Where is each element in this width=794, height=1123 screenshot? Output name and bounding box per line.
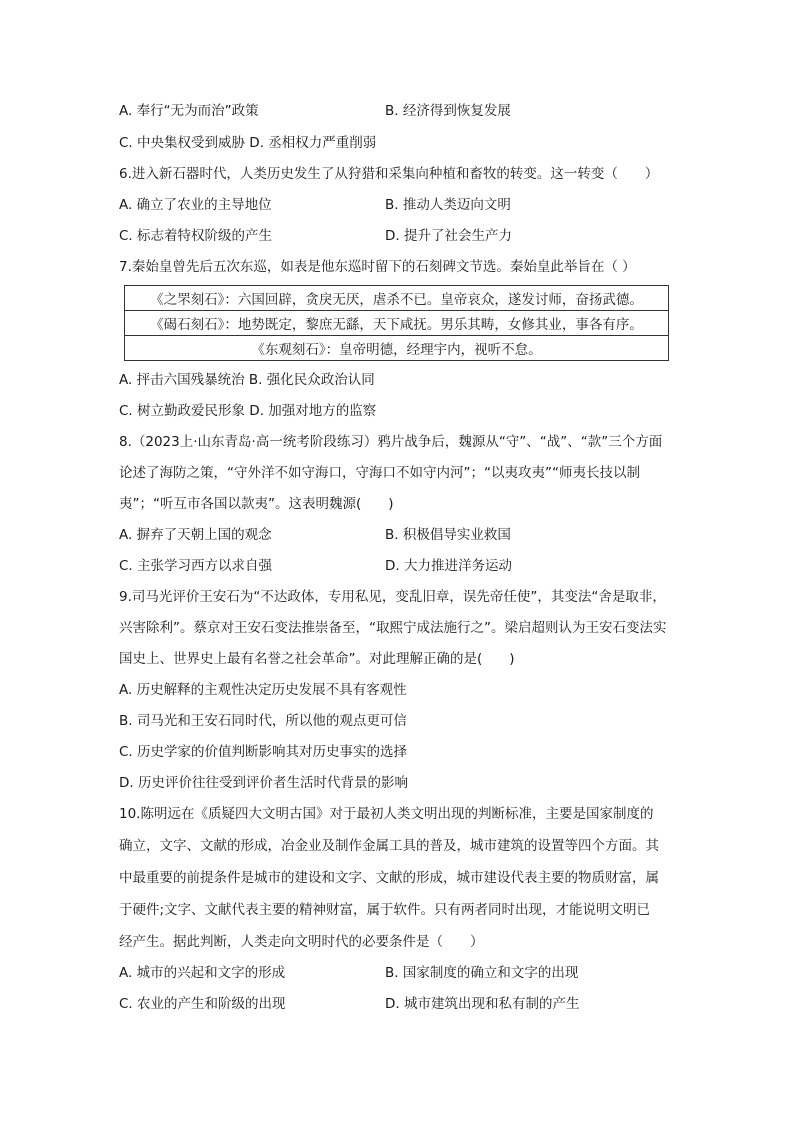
q10-option-a: A. 城市的兴起和文字的形成 — [119, 965, 286, 981]
q8-stem-line-2: 论述了海防之策，“守外洋不如守海口，守海口不如守内河”；“以夷攻夷”“师夷长技以制 — [119, 465, 640, 481]
q10-option-d: D. 城市建筑出现和私有制的产生 — [385, 996, 580, 1012]
q7-option-ab: A. 抨击六国残暴统治 B. 强化民众政治认同 — [119, 372, 375, 388]
q10-stem-line-3: 中最重要的前提条件是城市的建设和文字、文献的形成，城市建设代表主要的物质财富，属 — [119, 870, 659, 886]
q10-stem-line-5: 经产生。据此判断，人类走向文明时代的必要条件是（ ） — [119, 934, 484, 950]
q9-option-c: C. 历史学家的价值判断影响其对历史事实的选择 — [119, 744, 408, 760]
q6-option-d: D. 提升了社会生产力 — [385, 228, 512, 244]
q8-stem-line-3: 夷”；“听互市各国以款夷”。这表明魏源( ) — [119, 496, 394, 512]
q9-option-b: B. 司马光和王安石同时代，所以他的观点更可信 — [119, 713, 407, 729]
q9-option-d: D. 历史评价往往受到评价者生活时代背景的影响 — [119, 775, 408, 791]
q5-option-b: B. 经济得到恢复发展 — [385, 103, 511, 119]
table-row — [125, 336, 669, 361]
q8-option-c: C. 主张学习西方以求自强 — [119, 558, 273, 574]
q5-option-a: A. 奉行“无为而治”政策 — [119, 103, 259, 119]
q7-inscription-table — [124, 285, 669, 361]
q8-option-a: A. 摒弃了天朝上国的观念 — [119, 527, 272, 543]
q5-option-cd: C. 中央集权受到威胁 D. 丞相权力严重削弱 — [119, 135, 377, 151]
q6-option-a: A. 确立了农业的主导地位 — [119, 197, 272, 213]
q6-option-c: C. 标志着特权阶级的产生 — [119, 228, 273, 244]
table-cell: 《碣石刻石》：地势既定，黎庶无繇，天下咸抚。男乐其畴，女修其业，事各有序。 — [125, 311, 669, 336]
q9-stem-line-1: 9.司马光评价王安石为“不达政体，专用私见，变乱旧章，误先帝任使”，其变法“舍是取非， — [119, 589, 666, 605]
q8-stem-line-1: 8.（2023上·山东青岛·高一统考阶段练习）鸦片战争后，魏源从“守”、“战”、“款”三个方面 — [119, 434, 663, 450]
q8-option-d: D. 大力推进洋务运动 — [385, 558, 512, 574]
q8-option-b: B. 积极倡导实业救国 — [385, 527, 511, 543]
q10-stem-line-1: 10.陈明远在《质疑四大文明古国》对于最初人类文明出现的判断标准，主要是国家制度的 — [119, 806, 654, 822]
q7-option-cd: C. 树立勤政爱民形象 D. 加强对地方的监察 — [119, 403, 377, 419]
q6-option-b: B. 推动人类迈向文明 — [385, 197, 511, 213]
q10-stem-line-2: 确立，文字、文献的形成，冶金业及制作金属工具的普及，城市建筑的设置等四个方面。其 — [119, 838, 659, 854]
table-row — [125, 286, 669, 311]
q10-option-c: C. 农业的产生和阶级的出现 — [119, 996, 286, 1012]
q10-stem-line-4: 于硬件;文字、文献代表主要的精神财富，属于软件。只有两者同时出现，才能说明文明已 — [119, 902, 651, 918]
q9-stem-line-3: 国史上、世界史上最有名誉之社会革命”。对此理解正确的是( ) — [119, 651, 515, 667]
q7-stem: 7.秦始皇曾先后五次东巡，如表是他东巡时留下的石刻碑文节选。秦始皇此举旨在（ ） — [119, 259, 636, 275]
table-cell: 《之罘刻石》：六国回辟，贪戾无厌，虐杀不已。皇帝哀众，遂发讨师，奋扬武德。 — [125, 286, 669, 311]
q9-stem-line-2: 兴害除利”。蔡京对王安石变法推崇备至，“取熙宁成法施行之”。梁启超则认为王安石变法实 — [119, 620, 667, 636]
table-cell: 《东观刻石》：皇帝明德，经理宇内，视听不怠。 — [125, 336, 669, 361]
table-row — [125, 311, 669, 336]
q9-option-a: A. 历史解释的主观性决定历史发展不具有客观性 — [119, 682, 407, 698]
q6-stem: 6.进入新石器时代，人类历史发生了从狩猎和采集向种植和畜牧的转变。这一转变（ ） — [119, 166, 659, 182]
q10-option-b: B. 国家制度的确立和文字的出现 — [385, 965, 579, 981]
